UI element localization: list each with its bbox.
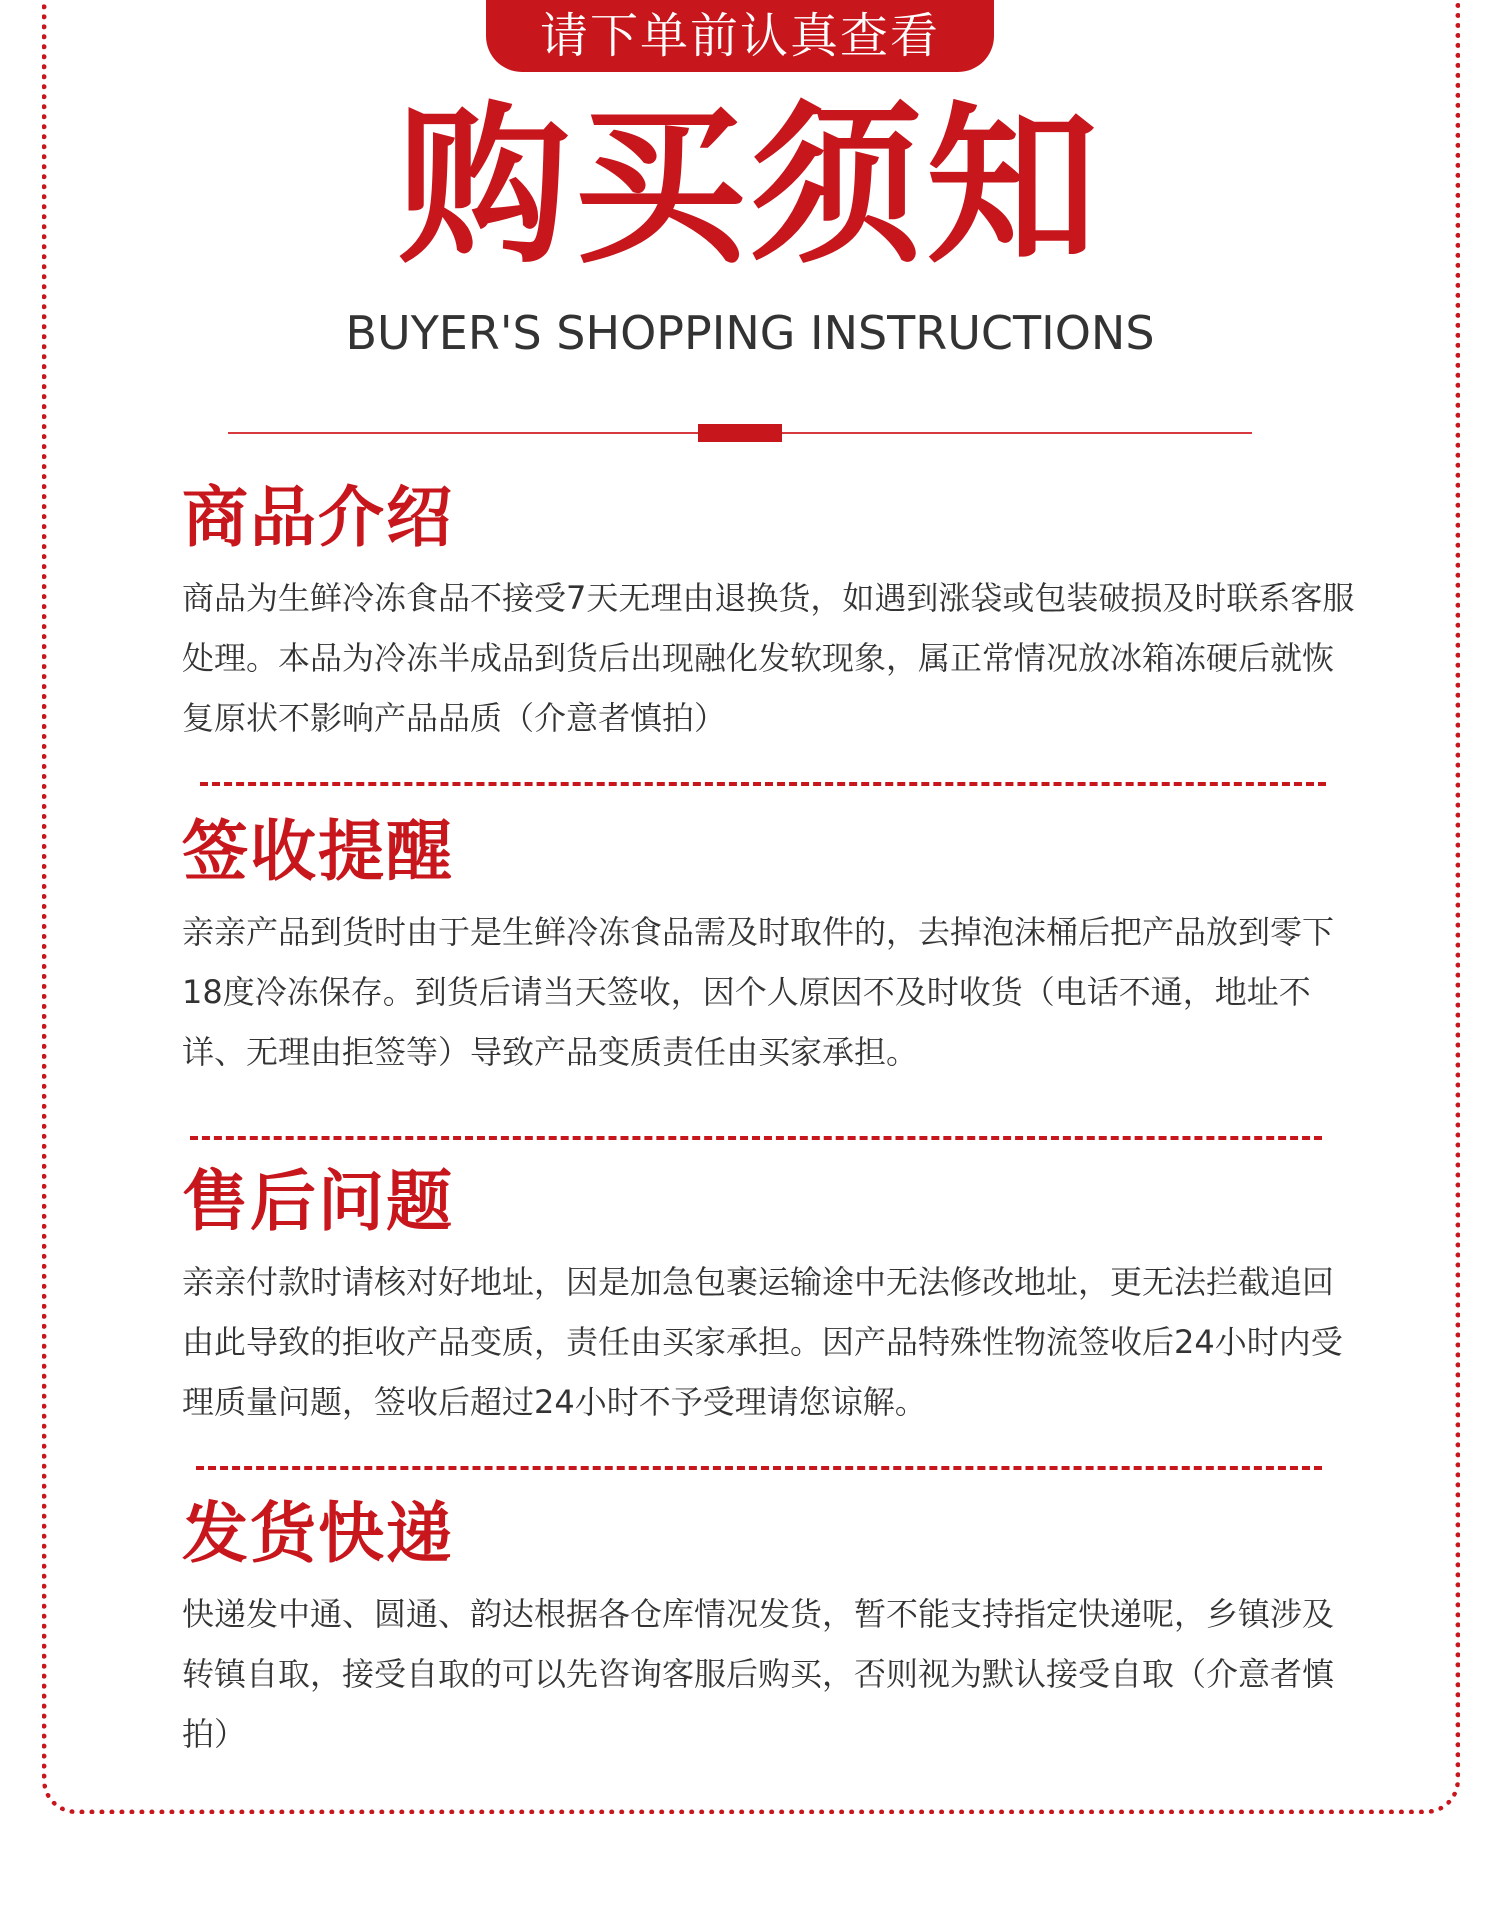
section-body: 快递发中通、圆通、韵达根据各仓库情况发货，暂不能支持指定快递呢，乡镇涉及转镇自取，接受自取的可以先咨询客服后购买，否则视为默认接受自取（介意者慎拍） [182,1595,1335,1753]
section-body: 亲亲产品到货时由于是生鲜冷冻食品需及时取件的，去掉泡沫桶后把产品放到零下18度冷冻保存。到货后请当天签收，因个人原因不及时收货（电话不通，地址不详、无理由拒签等）导致产品变质责任由买家承担。 [182,913,1335,1071]
section-body: 亲亲付款时请核对好地址，因是加急包裹运输途中无法修改地址，更无法拦截追回由此导致的拒收产品变质，责任由买家承担。因产品特殊性物流签收后24小时内受理质量问题，签收后超过24小时不予受理请您谅解。 [182,1263,1343,1421]
page-subtitle: BUYER'S SHOPPING INSTRUCTIONS [345,306,1155,360]
section-receipt-reminder [182,812,1362,1082]
page-title: 购买须知 [398,86,1102,287]
section-after-sales [182,1162,1362,1432]
section-heading: 签收提醒 [182,813,454,890]
title-divider-accent [698,424,782,442]
section-heading: 商品介绍 [182,479,454,556]
section-separator [190,1136,1322,1140]
section-shipping [182,1494,1362,1764]
section-heading: 发货快递 [182,1495,454,1572]
section-product-intro [182,478,1362,748]
section-separator [200,782,1326,786]
section-separator [196,1466,1322,1470]
notice-banner: 请下单前认真查看 [486,0,994,72]
section-heading: 售后问题 [182,1163,454,1240]
section-body: 商品为生鲜冷冻食品不接受7天无理由退换货，如遇到涨袋或包装破损及时联系客服处理。本品为冷冻半成品到货后出现融化发软现象，属正常情况放冰箱冻硬后就恢复原状不影响产品品质（介意者慎拍） [182,579,1355,737]
